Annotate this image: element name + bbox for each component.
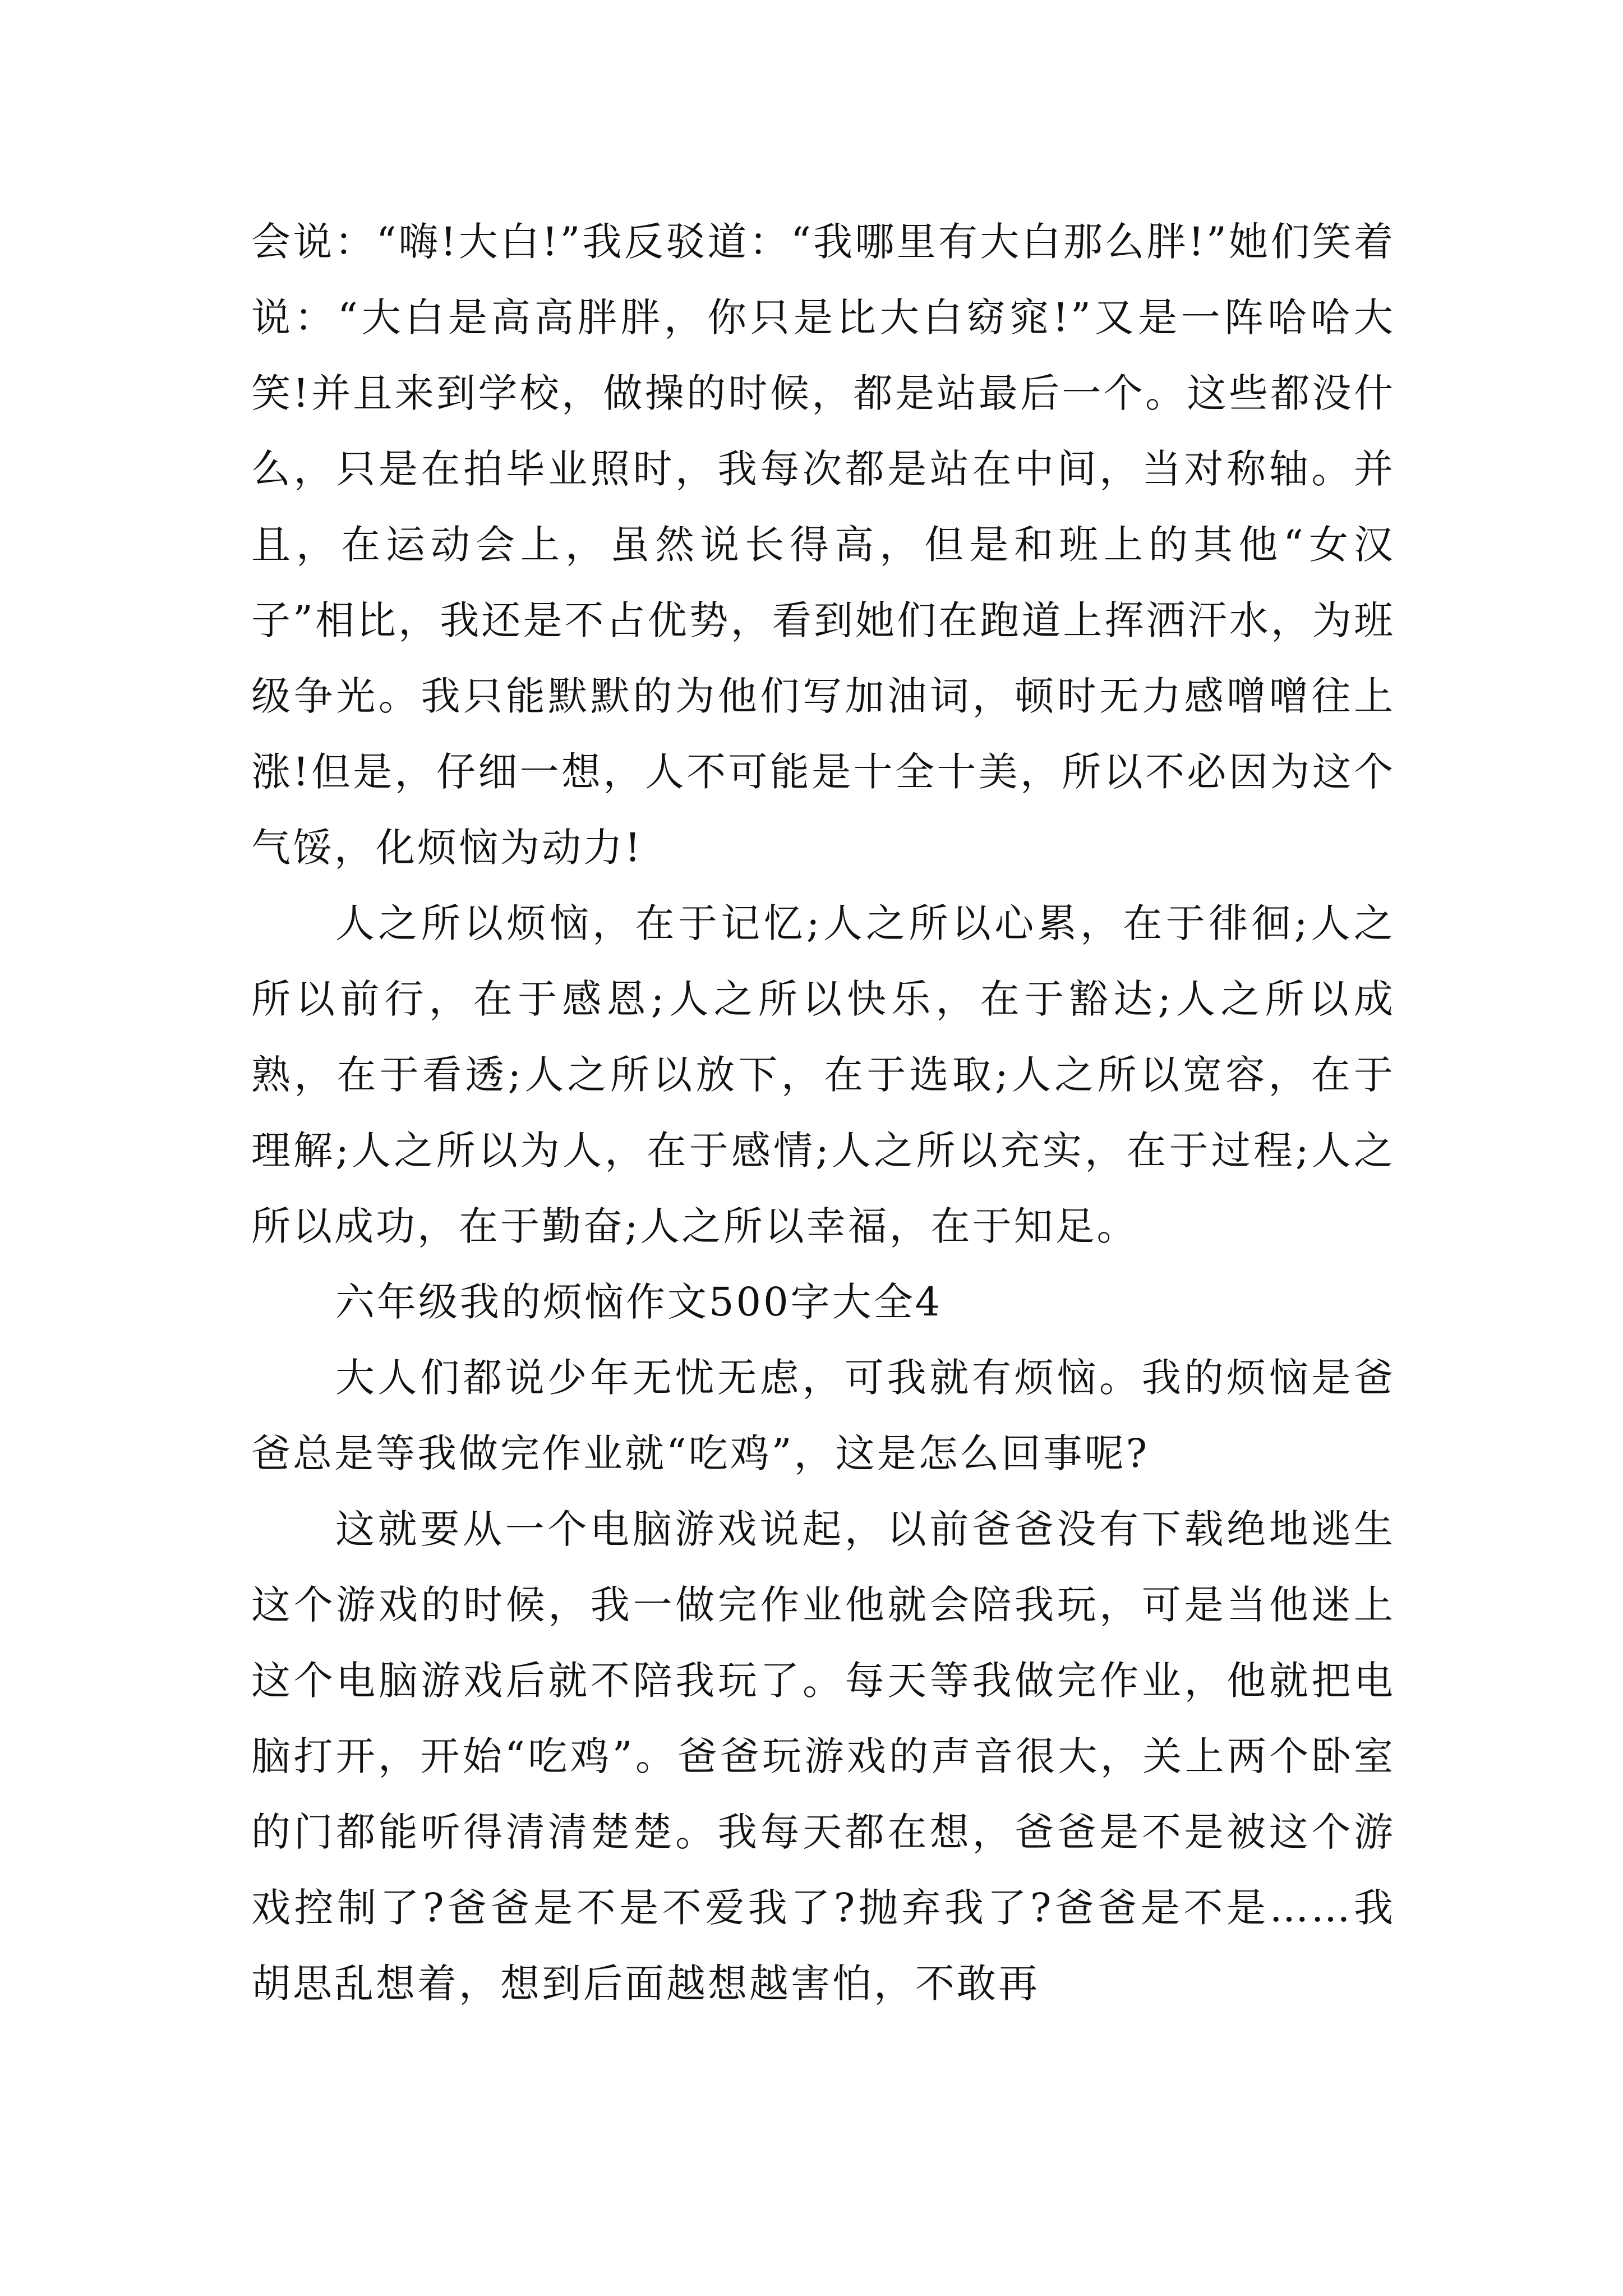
section-heading: 六年级我的烦恼作文500字大全4 [335,1279,943,1325]
paragraph-intro: 大人们都说少年无忧无虑，可我就有烦恼。我的烦恼是爸爸总是等我做完作业就“吃鸡”，这是怎么回事呢? [251,1355,1395,1476]
paragraph-continuation: 会说：“嗨!大白!”我反驳道：“我哪里有大白那么胖!”她们笑着说：“大白是高高胖胖，你只是比大白窈窕!”又是一阵哈哈大笑!并且来到学校，做操的时候，都是站最后一个。这些都没什么，只是在拍毕业照时，我每次都是站在中间，当对称轴。并且，在运动会上，虽然说长得高，但是和班上的其他“女汉子”相比，我还是不占优势，看到她们在跑道上挥洒汗水，为班级争光。我只能默默的为他们写加油词，顿时无力感噌噌往上涨!但是，仔细一想，人不可能是十全十美，所以不必因为这个气馁，化烦恼为动力! [251,219,1395,871]
paragraph-story: 这就要从一个电脑游戏说起，以前爸爸没有下载绝地逃生这个游戏的时候，我一做完作业他就会陪我玩，可是当他迷上这个电脑游戏后就不陪我玩了。每天等我做完作业，他就把电脑打开，开始“吃鸡”。爸爸玩游戏的声音很大，关上两个卧室的门都能听得清清楚楚。我每天都在想，爸爸是不是被这个游戏控制了?爸爸是不是不爱我了?抛弃我了?爸爸是不是……我胡思乱想着，想到后面越想越害怕，不敢再 [251,1506,1395,2007]
paragraph-reasons: 人之所以烦恼，在于记忆;人之所以心累，在于徘徊;人之所以前行，在于感恩;人之所以快乐，在于豁达;人之所以成熟，在于看透;人之所以放下，在于选取;人之所以宽容，在于理解;人之所以为人，在于感情;人之所以充实，在于过程;人之所以成功，在于勤奋;人之所以幸福，在于知足。 [251,900,1395,1249]
document-body [251,204,1395,2022]
